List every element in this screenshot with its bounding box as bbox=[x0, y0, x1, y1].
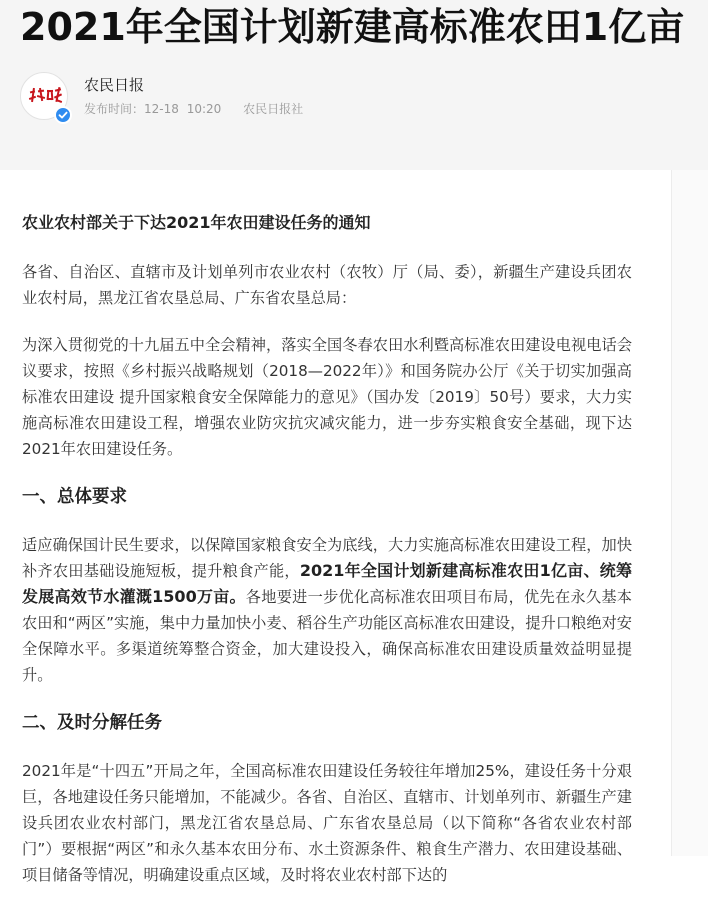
general-text-part1: 适应确保国计民生要求，以保障国家粮食安全为底线，大力实施高标准农田建设工程，加快补齐农田基础设施短板，提升粮食产能， bbox=[22, 536, 632, 580]
article-header bbox=[0, 0, 708, 170]
salutation-paragraph: 各省、自治区、直辖市及计划单列市农业农村（农牧）厅（局、委），新疆生产建设兵团农业农村局，黑龙江省农垦总局、广东省农垦总局： bbox=[22, 263, 632, 307]
intro-paragraph: 为深入贯彻党的十九届五中全会精神，落实全国冬春农田水利暨高标准农田建设电视电话会议要求，按照《乡村振兴战略规划（2018—2022年）》和国务院办公厅《关于切实加强高标准农田建设 提升国家粮食安全保障能力的意见》（国办发〔2019〕50号）要求，大力实施高标准农田建设工程，增强农业防灾抗灾减灾能力，进一步夯实粮食安全基础，现下达2021年农田建设任务。 bbox=[22, 336, 632, 458]
right-sidebar bbox=[672, 170, 708, 856]
publish-meta bbox=[84, 100, 307, 117]
key-target-highlight: 2021年全国计划新建高标准农田1亿亩、统筹发展高效节水灌溉1500万亩。 bbox=[22, 561, 633, 606]
section-heading-tasks: 二、及时分解任务 bbox=[22, 713, 162, 733]
publish-label: 发布时间：12-18 bbox=[84, 102, 179, 116]
author-name[interactable]: 农民日报 bbox=[84, 76, 145, 94]
general-text-part2: 各地要进一步优化高标准农田项目布局，优先在永久基本农田和“两区”实施，集中力量加快小麦、稻谷生产功能区高标准农田建设，提升口粮绝对安全保障水平。多渠道统筹整合资金，加大建设投入，确保高标准农田建设质量效益明显提升。 bbox=[22, 588, 632, 684]
article-body bbox=[0, 170, 672, 884]
task-breakdown-paragraph: 2021年是“十四五”开局之年，全国高标准农田建设任务较往年增加25%，建设任务十分艰巨，各地建设任务只能增加，不能减少。各省、自治区、直辖市、计划单列市、新疆生产建设兵团农业农村部门，黑龙江省农垦总局、广东省农垦总局（以下简称“各省农业农村部门”）要根据“两区”和永久基本农田分布、水土资源条件、粮食生产潜力、农田建设基础、项目储备等情况，明确建设重点区域，及时将农业农村部下达的 bbox=[22, 762, 632, 884]
general-requirements-paragraph bbox=[22, 532, 632, 688]
publish-time: 10:20 bbox=[186, 102, 222, 116]
verified-badge-icon bbox=[56, 108, 70, 122]
headline: 2021年全国计划新建高标准农田1亿亩 bbox=[20, 5, 685, 49]
notice-title: 农业农村部关于下达2021年农田建设任务的通知 bbox=[22, 213, 371, 232]
section-heading-general: 一、总体要求 bbox=[22, 487, 127, 507]
article-content bbox=[22, 210, 632, 909]
source-name: 农民日报社 bbox=[243, 102, 304, 116]
verified-badge bbox=[54, 106, 72, 124]
